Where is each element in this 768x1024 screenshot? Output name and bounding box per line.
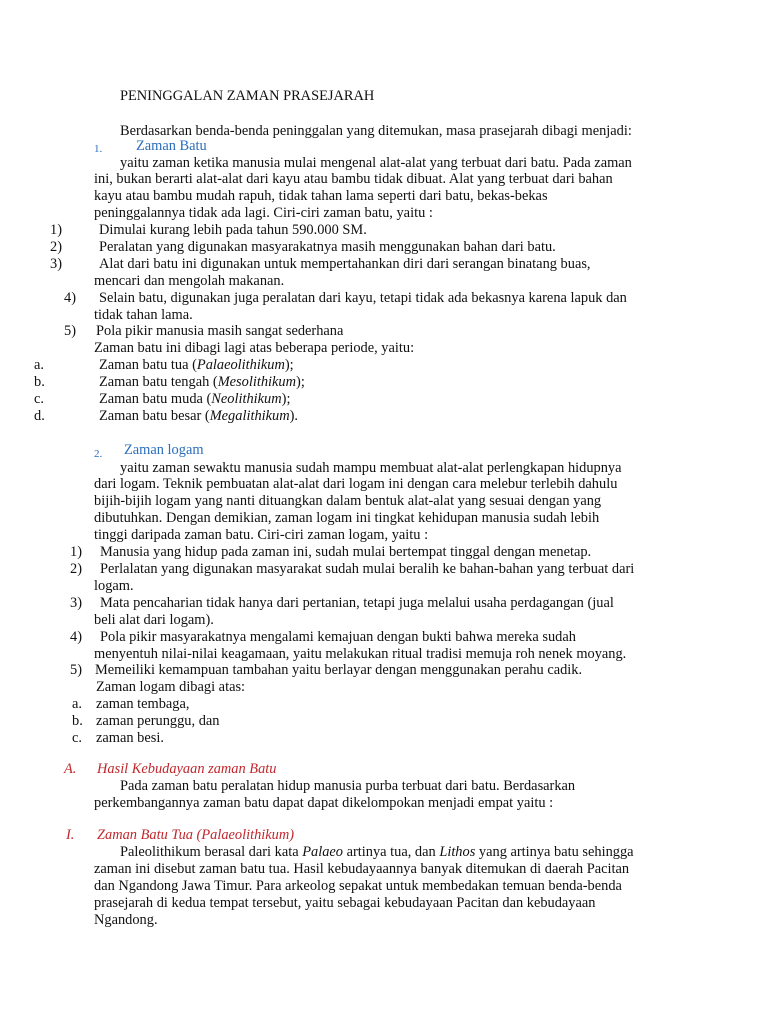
list-letter: c. [34, 391, 44, 407]
list-number: 5) [70, 662, 82, 678]
section-letter: A. [64, 761, 77, 777]
section-heading-hasil-kebudayaan: Hasil Kebudayaan zaman Batu [97, 761, 277, 777]
paragraph-line: dan Ngandong Jawa Timur. Para arkeolog sepakat untuk membedakan temuan benda-benda [94, 878, 622, 894]
page-title: PENINGGALAN ZAMAN PRASEJARAH [120, 88, 375, 104]
list-item-continued: beli alat dari logam). [94, 612, 214, 628]
list-letter: b. [72, 713, 83, 729]
list-item-continued: logam. [94, 578, 134, 594]
section-heading-zaman-logam: Zaman logam [124, 442, 204, 458]
paragraph-line: kayu atau bambu mudah rapuh, tidak tahan lama seperti dari batu, bekas-bekas [94, 188, 548, 204]
list-item: Mata pencaharian tidak hanya dari pertanian, tetapi juga melalui usaha perdagangan (jual [100, 595, 614, 611]
section-heading-zaman-batu: Zaman Batu [136, 138, 207, 154]
paragraph-line: Ngandong. [94, 912, 158, 928]
list-item: Zaman batu besar (Megalithikum). [99, 408, 299, 424]
list-item: zaman besi. [96, 730, 164, 746]
list-number: 3) [70, 595, 82, 611]
periode-intro: Zaman batu ini dibagi lagi atas beberapa periode, yaitu: [94, 340, 415, 356]
section-heading-zaman-batu-tua: Zaman Batu Tua (Palaeolithikum) [97, 827, 295, 843]
paragraph-line: ini, bukan berarti alat-alat dari kayu atau bambu tidak dibuat. Alat yang terbuat dari bahan [94, 171, 613, 187]
list-number: 4) [70, 629, 82, 645]
list-item: Pola pikir masyarakatnya mengalami kemajuan dengan bukti bahwa mereka sudah [100, 629, 576, 645]
paragraph-line: zaman ini disebut zaman batu tua. Hasil kebudayaannya banyak ditemukan di daerah Pacitan [94, 861, 630, 877]
list-item: Alat dari batu ini digunakan untuk mempertahankan diri dari serangan binatang buas, [99, 256, 591, 272]
paragraph-line: peninggalannya tidak ada lagi. Ciri-ciri zaman batu, yaitu : [94, 205, 433, 221]
list-number: 2) [70, 561, 82, 577]
dibagi-intro: Zaman logam dibagi atas: [96, 679, 246, 695]
list-item: Manusia yang hidup pada zaman ini, sudah mulai bertempat tinggal dengan menetap. [100, 544, 592, 560]
list-item: Zaman batu tua (Palaeolithikum); [99, 357, 294, 373]
section-number: I. [66, 827, 75, 843]
list-number: 2. [94, 448, 103, 460]
list-number: 3) [50, 256, 62, 272]
list-number: 1) [70, 544, 82, 560]
intro-text: Berdasarkan benda-benda peninggalan yang ditemukan, masa prasejarah dibagi menjadi: [120, 123, 632, 139]
list-number: 4) [64, 290, 76, 306]
list-letter: c. [72, 730, 82, 746]
list-item: Selain batu, digunakan juga peralatan dari kayu, tetapi tidak ada bekasnya karena lapuk dan [99, 290, 627, 306]
list-number: 5) [64, 323, 76, 339]
list-letter: a. [72, 696, 82, 712]
list-letter: d. [34, 408, 45, 424]
list-number: 1. [94, 143, 103, 155]
list-item: Pola pikir manusia masih sangat sederhana [96, 323, 344, 339]
paragraph-line: prasejarah di kedua tempat tersebut, yaitu sebagai kebudayaan Pacitan dan kebudayaan [94, 895, 596, 911]
list-item: Dimulai kurang lebih pada tahun 590.000 SM. [99, 222, 367, 238]
paragraph-line: perkembangannya zaman batu dapat dapat dikelompokan menjadi empat yaitu : [94, 795, 554, 811]
paragraph-line: bijih-bijih logam yang nanti dituangkan dalam bentuk alat-alat yang sesuai dengan yang [94, 493, 602, 509]
list-item: Zaman batu tengah (Mesolithikum); [99, 374, 305, 390]
paragraph-line: yaitu zaman ketika manusia mulai mengenal alat-alat yang terbuat dari batu. Pada zaman [120, 155, 632, 171]
paragraph-line: Pada zaman batu peralatan hidup manusia purba terbuat dari batu. Berdasarkan [120, 778, 576, 794]
paragraph-line: tinggi daripada zaman batu. Ciri-ciri zaman logam, yaitu : [94, 527, 429, 543]
list-item: Peralatan yang digunakan masyarakatnya masih menggunakan bahan dari batu. [99, 239, 556, 255]
list-item-continued: tidak tahan lama. [94, 307, 193, 323]
paragraph-line: yaitu zaman sewaktu manusia sudah mampu membuat alat-alat perlengkapan hidupnya [120, 460, 622, 476]
list-number: 1) [50, 222, 62, 238]
list-item: zaman perunggu, dan [96, 713, 220, 729]
list-letter: b. [34, 374, 45, 390]
list-item: zaman tembaga, [96, 696, 190, 712]
list-number: 2) [50, 239, 62, 255]
list-item-continued: mencari dan mengolah makanan. [94, 273, 285, 289]
list-item-continued: menyentuh nilai-nilai keagamaan, yaitu melakukan ritual tradisi memuja roh nenek moyang. [94, 646, 627, 662]
list-item: Memeiliki kemampuan tambahan yaitu berlayar dengan menggunakan perahu cadik. [95, 662, 583, 678]
list-item: Perlalatan yang digunakan masyarakat sudah mulai beralih ke bahan-bahan yang terbuat dari [100, 561, 635, 577]
paragraph-line: Paleolithikum berasal dari kata Palaeo artinya tua, dan Lithos yang artinya batu sehingga [120, 844, 634, 860]
paragraph-line: dibutuhkan. Dengan demikian, zaman logam ini tingkat kehidupan manusia sudah lebih [94, 510, 600, 526]
list-letter: a. [34, 357, 44, 373]
paragraph-line: dari logam. Teknik pembuatan alat-alat dari logam ini dengan cara melebur terlebih dahulu [94, 476, 618, 492]
list-item: Zaman batu muda (Neolithikum); [99, 391, 291, 407]
